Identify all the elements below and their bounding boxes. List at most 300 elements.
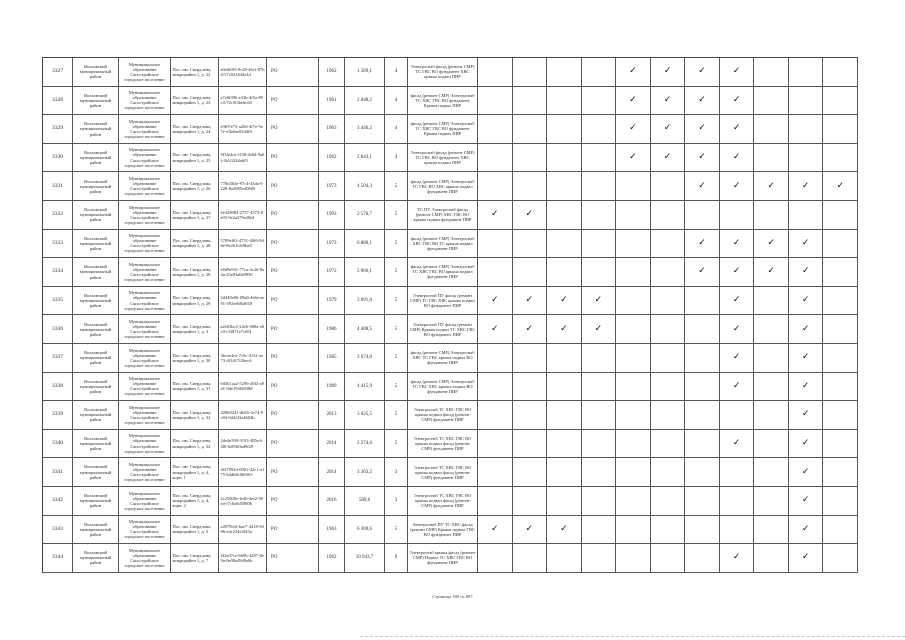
- work-check-cell: [823, 458, 858, 487]
- district-cell: [73, 115, 119, 144]
- work-check-cell: [616, 115, 651, 144]
- house-guid-cell: [219, 401, 267, 430]
- municipality-text: Муниципальное образование Сясьстройское городское поселение: [124, 461, 165, 483]
- work-check-cell: [823, 401, 858, 430]
- total-area-text: 2 570,7: [357, 212, 372, 218]
- check-mark-icon: ✓: [698, 237, 706, 248]
- total-area-text: 3 025,5: [357, 412, 372, 418]
- municipality-cell: [119, 401, 171, 430]
- municipality-cell: [119, 315, 171, 344]
- work-check-cell: [478, 487, 513, 516]
- work-check-cell: [547, 544, 582, 573]
- check-mark-icon: ✓: [663, 152, 672, 163]
- work-check-cell: [616, 373, 651, 402]
- house-guid-cell: [219, 172, 267, 201]
- build-year-cell: [319, 87, 345, 116]
- district-text: Волховский муниципальный район: [79, 378, 112, 394]
- table-row: [43, 144, 858, 173]
- work-check-cell: [547, 344, 582, 373]
- owner-type-text: РО: [271, 326, 278, 332]
- work-check-cell: [685, 373, 720, 402]
- floor-count-cell: [385, 58, 408, 87]
- address-text: Пос. им. Свердлова, микрорайон 1, д. 34: [172, 438, 212, 449]
- check-mark-icon: ✓: [732, 380, 741, 391]
- house-guid-cell: [219, 430, 267, 459]
- work-types-cell: [408, 172, 478, 201]
- house-guid-text: 3bcee4ca-7c0c-4131-ae73-4f1d17f2bec6: [220, 352, 264, 363]
- build-year-cell: [319, 258, 345, 287]
- work-check-cell: [754, 201, 789, 230]
- work-check-cell: [547, 458, 582, 487]
- check-mark-icon: ✓: [801, 409, 810, 420]
- work-check-cell: [823, 144, 858, 173]
- work-check-cell: [651, 315, 686, 344]
- owner-type-text: РО: [271, 526, 278, 532]
- floor-count-cell: [385, 87, 408, 116]
- work-check-cell: [789, 344, 824, 373]
- work-check-cell: [582, 201, 617, 230]
- work-check-cell: [754, 430, 789, 459]
- total-area-cell: [345, 516, 385, 545]
- work-check-cell: [754, 172, 789, 201]
- work-check-cell: [823, 201, 858, 230]
- total-area-cell: [345, 115, 385, 144]
- address-cell: [171, 287, 219, 316]
- build-year-text: 1993: [326, 212, 337, 218]
- check-mark-icon: ✓: [801, 552, 810, 563]
- work-check-cell: [823, 487, 858, 516]
- work-types-cell: [408, 201, 478, 230]
- work-check-cell: [685, 115, 720, 144]
- work-check-cell: [582, 401, 617, 430]
- house-guid-cell: [219, 144, 267, 173]
- check-mark-icon: ✓: [801, 380, 810, 391]
- total-area-cell: [345, 544, 385, 573]
- check-mark-icon: ✓: [698, 94, 706, 105]
- work-check-cell: [651, 344, 686, 373]
- work-check-cell: [720, 201, 755, 230]
- work-check-cell: [478, 287, 513, 316]
- check-mark-icon: ✓: [490, 523, 499, 534]
- check-mark-icon: ✓: [525, 209, 534, 220]
- house-guid-cell: [219, 544, 267, 573]
- house-guid-cell: [219, 458, 267, 487]
- total-area-cell: [345, 458, 385, 487]
- work-check-cell: [685, 516, 720, 545]
- work-check-cell: [789, 458, 824, 487]
- district-text: Волховский муниципальный район: [79, 292, 112, 309]
- work-check-cell: [616, 458, 651, 487]
- work-check-cell: [823, 516, 858, 545]
- work-check-cell: [547, 172, 582, 201]
- owner-type-text: РО: [271, 383, 278, 389]
- work-check-cell: [478, 230, 513, 259]
- total-area-text: 6 880,1: [357, 240, 372, 246]
- owner-type-text: РО: [271, 555, 278, 561]
- floor-count-text: 4: [394, 126, 398, 132]
- total-area-cell: [345, 287, 385, 316]
- owner-type-cell: [267, 458, 319, 487]
- work-check-cell: [513, 544, 548, 573]
- work-check-cell: [823, 315, 858, 344]
- municipality-text: Муниципальное образование Сясьстройское городское поселение: [124, 290, 165, 311]
- address-cell: [171, 373, 219, 402]
- work-check-cell: [582, 430, 617, 459]
- check-mark-icon: ✓: [732, 438, 741, 449]
- check-mark-icon: ✓: [629, 94, 637, 105]
- build-year-text: 1985: [326, 355, 337, 361]
- check-mark-icon: ✓: [560, 323, 568, 334]
- build-year-text: 2014: [326, 469, 337, 475]
- district-cell: [73, 430, 119, 459]
- house-guid-cell: [219, 58, 267, 87]
- build-year-cell: [319, 401, 345, 430]
- municipality-text: Муниципальное образование Сясьстройское городское поселение: [124, 433, 165, 454]
- work-types-cell: [408, 258, 478, 287]
- address-text: Пос. им. Свердлова, микрорайон 1, д. 32: [172, 409, 212, 420]
- work-check-cell: [478, 258, 513, 287]
- work-check-cell: [547, 230, 582, 259]
- house-guid-cell: [219, 230, 267, 259]
- district-cell: [73, 201, 119, 230]
- work-check-cell: [478, 373, 513, 402]
- work-check-cell: [547, 487, 582, 516]
- owner-type-text: РО: [271, 69, 278, 75]
- owner-type-cell: [267, 172, 319, 201]
- work-check-cell: [651, 287, 686, 316]
- work-check-cell: [616, 201, 651, 230]
- check-mark-icon: ✓: [732, 180, 741, 191]
- work-check-cell: [754, 115, 789, 144]
- build-year-text: 1962: [326, 155, 337, 161]
- build-year-cell: [319, 172, 345, 201]
- build-year-cell: [319, 287, 345, 316]
- total-area-cell: [345, 344, 385, 373]
- address-cell: [171, 487, 219, 516]
- check-mark-icon: ✓: [629, 123, 637, 134]
- work-check-cell: [789, 201, 824, 230]
- work-check-cell: [789, 487, 824, 516]
- work-types-text: Электроснаб ПУ ТС ХВС фасад (ремонт СМР) Крыша подвал ГВС ВО фундамент ПИР: [410, 521, 475, 537]
- check-mark-icon: ✓: [767, 180, 775, 191]
- work-check-cell: [685, 544, 720, 573]
- work-check-cell: [582, 544, 617, 573]
- work-check-cell: [478, 401, 513, 430]
- house-guid-text: 428b0241-db65-4c74-9c84-0d4f43a4604b: [220, 409, 263, 420]
- build-year-text: 2014: [326, 440, 337, 446]
- owner-type-text: РО: [271, 269, 278, 275]
- row-number-text: 3337: [51, 354, 64, 361]
- work-check-cell: [547, 315, 582, 344]
- owner-type-text: РО: [271, 412, 278, 418]
- check-mark-icon: ✓: [629, 152, 637, 163]
- district-cell: [73, 287, 119, 316]
- address-text: Пос. им. Свердлова, микрорайон 1, д. 24: [172, 123, 212, 134]
- municipality-cell: [119, 201, 171, 230]
- work-types-text: фасад (ремонт СМР) Электроснаб ХВС ГВС ВО ТС крыша подвал фундамент ПИР: [410, 235, 475, 251]
- total-area-cell: [345, 87, 385, 116]
- row-number-cell: [43, 430, 73, 459]
- row-number-cell: [43, 201, 73, 230]
- total-area-cell: [345, 373, 385, 402]
- floor-count-text: 4: [394, 155, 398, 161]
- total-area-text: 4 415,9: [357, 383, 372, 389]
- row-number-cell: [43, 230, 73, 259]
- work-check-cell: [513, 87, 548, 116]
- house-guid-cell: [219, 287, 267, 316]
- address-cell: [171, 315, 219, 344]
- work-check-cell: [513, 230, 548, 259]
- municipality-cell: [119, 230, 171, 259]
- work-check-cell: [547, 87, 582, 116]
- floor-count-text: 5: [394, 355, 398, 361]
- work-types-text: Электроснаб ПУ фасад (ремонт СМР) ТС ГВС ХВС крыша подвал ВО фундамент ПИР: [410, 293, 475, 309]
- work-check-cell: [651, 201, 686, 230]
- check-mark-icon: ✓: [698, 66, 706, 77]
- total-area-text: 10 943,7: [355, 555, 374, 561]
- work-check-cell: [547, 430, 582, 459]
- work-check-cell: [789, 58, 824, 87]
- floor-count-text: 5: [394, 212, 398, 218]
- table-row: [43, 458, 858, 487]
- work-check-cell: [720, 115, 755, 144]
- build-year-text: 1989: [326, 383, 337, 389]
- floor-count-text: 4: [394, 97, 398, 103]
- district-text: Волховский муниципальный район: [79, 550, 112, 566]
- work-check-cell: [582, 516, 617, 545]
- address-cell: [171, 430, 219, 459]
- work-types-text: ТС ПУ. Электроснаб фасад (ремонт СМР) ХВС ГВС ВО крыша подвал фундамент ПИР: [413, 207, 472, 223]
- total-area-text: 6 300,6: [357, 526, 372, 532]
- work-check-cell: [720, 287, 755, 316]
- table-row: [43, 287, 858, 316]
- floor-count-text: 5: [394, 298, 398, 303]
- work-check-cell: [616, 58, 651, 87]
- work-check-cell: [547, 401, 582, 430]
- work-check-cell: [789, 401, 824, 430]
- table-row: [43, 344, 858, 373]
- floor-count-text: 5: [394, 383, 398, 389]
- table-row: [43, 115, 858, 144]
- house-guid-text: a0e6f0f5-9c28-46cf-87bd-57c023444e4d: [220, 66, 265, 77]
- work-check-cell: [685, 144, 720, 173]
- floor-count-cell: [385, 258, 408, 287]
- municipality-cell: [119, 344, 171, 373]
- table-row: [43, 401, 858, 430]
- work-check-cell: [823, 115, 858, 144]
- work-check-cell: [754, 87, 789, 116]
- work-check-cell: [616, 430, 651, 459]
- work-check-cell: [720, 230, 755, 259]
- municipality-text: Муниципальное образование Сясьстройское городское поселение: [124, 204, 165, 225]
- house-guid-text: a7e6f396-e33b-4f5a-89c4-72c5f3bebcd4: [220, 95, 263, 106]
- address-text: Пос. им. Свердлова, микрорайон 1, д. 30: [172, 352, 212, 363]
- build-year-text: 1973: [326, 240, 337, 246]
- total-area-cell: [345, 58, 385, 87]
- district-text: Волховский муниципальный район: [79, 321, 112, 337]
- row-number-cell: [43, 258, 73, 287]
- work-check-cell: [720, 258, 755, 287]
- district-text: Волховский муниципальный район: [79, 235, 112, 251]
- work-check-cell: [651, 87, 686, 116]
- work-check-cell: [651, 230, 686, 259]
- owner-type-cell: [267, 487, 319, 516]
- build-year-cell: [319, 144, 345, 173]
- address-text: Пос. им. Свердлова, микрорайон 1, д. 4, корп. 1: [172, 464, 212, 480]
- owner-type-text: РО: [271, 183, 278, 189]
- check-mark-icon: ✓: [732, 552, 741, 563]
- work-check-cell: [478, 87, 513, 116]
- work-check-cell: [754, 230, 789, 259]
- row-number-cell: [43, 287, 73, 316]
- work-check-cell: [582, 230, 617, 259]
- address-text: Пос. им. Свердлова, микрорайон 1, д. 28: [172, 266, 212, 277]
- work-check-cell: [754, 58, 789, 87]
- build-year-text: 1973: [326, 183, 337, 189]
- work-types-text: фасад (ремонт СМР) Электроснаб ТС ХВС ГВС ВО фундамент Крыша подвал ПИР: [410, 92, 475, 108]
- municipality-text: Муниципальное образование Сясьстройское городское поселение: [124, 261, 165, 283]
- work-check-cell: [720, 315, 755, 344]
- work-check-cell: [616, 544, 651, 573]
- house-guid-text: 9f3fe4ca-1f38-4e6d-9a6f-4a1f2f2da6f5: [220, 152, 265, 163]
- work-check-cell: [789, 373, 824, 402]
- owner-type-text: РО: [271, 298, 278, 303]
- total-area-text: 3 446,2: [357, 126, 372, 132]
- work-types-cell: [408, 115, 478, 144]
- total-area-cell: [345, 258, 385, 287]
- owner-type-cell: [267, 230, 319, 259]
- house-guid-cell: [219, 487, 267, 516]
- work-check-cell: [547, 258, 582, 287]
- work-check-cell: [616, 172, 651, 201]
- total-area-text: 3 363,2: [357, 469, 372, 475]
- work-check-cell: [651, 144, 686, 173]
- build-year-text: 2013: [326, 412, 337, 418]
- owner-type-text: РО: [271, 469, 278, 475]
- district-cell: [73, 230, 119, 259]
- work-check-cell: [513, 487, 548, 516]
- owner-type-cell: [267, 315, 319, 344]
- work-check-cell: [582, 58, 617, 87]
- work-types-text: Электроснаб ТС ХВС ГВС ВО крыша подвал фасад (ремонт СМР) фундамент ПИР: [413, 493, 472, 509]
- owner-type-cell: [267, 401, 319, 430]
- table-row: [43, 258, 858, 287]
- address-text: Пос. им. Свердлова, микрорайон 1, д. 31: [172, 381, 212, 392]
- work-check-cell: [478, 58, 513, 87]
- check-mark-icon: ✓: [801, 466, 810, 477]
- work-check-cell: [823, 258, 858, 287]
- work-types-text: Электроснаб крыша фасад (ремонт СМР) Подвал ТС ХВС ГВС ВО фундамент ПИР: [409, 550, 476, 566]
- floor-count-cell: [385, 401, 408, 430]
- house-guid-cell: [219, 516, 267, 545]
- row-number-text: 3330: [51, 154, 64, 161]
- floor-count-text: 3: [394, 498, 398, 504]
- build-year-text: 1961: [326, 97, 337, 103]
- address-cell: [171, 172, 219, 201]
- row-number-cell: [43, 87, 73, 116]
- work-types-text: Электроснаб ТС ХВС ГВС ВО крыша подвал фасад (ремонт СМР) фундамент ПИР: [413, 436, 472, 452]
- build-year-cell: [319, 487, 345, 516]
- district-text: Волховский муниципальный район: [79, 207, 112, 223]
- address-cell: [171, 230, 219, 259]
- house-guid-cell: [219, 373, 267, 402]
- work-check-cell: [513, 401, 548, 430]
- work-check-cell: [547, 516, 582, 545]
- check-mark-icon: ✓: [490, 209, 499, 220]
- work-types-cell: [408, 516, 478, 545]
- floor-count-cell: [385, 230, 408, 259]
- municipality-cell: [119, 144, 171, 173]
- total-area-cell: [345, 172, 385, 201]
- table-row: [43, 373, 858, 402]
- total-area-text: 3 674,0: [357, 355, 372, 361]
- district-text: Волховский муниципальный район: [79, 121, 112, 137]
- work-check-cell: [547, 287, 582, 316]
- work-check-cell: [789, 144, 824, 173]
- house-guid-text: 2de4e599-3193-405e-b40f-6d93f0ad9f29: [220, 438, 263, 449]
- table-row: [43, 487, 858, 516]
- municipality-cell: [119, 58, 171, 87]
- district-text: Волховский муниципальный район: [79, 464, 112, 480]
- work-check-cell: [582, 115, 617, 144]
- district-text: Волховский муниципальный район: [79, 64, 112, 80]
- work-check-cell: [823, 544, 858, 573]
- row-number-text: 3344: [51, 554, 64, 561]
- check-mark-icon: ✓: [801, 266, 810, 277]
- check-mark-icon: ✓: [525, 323, 534, 334]
- work-check-cell: [651, 544, 686, 573]
- municipality-cell: [119, 487, 171, 516]
- work-check-cell: [651, 115, 686, 144]
- check-mark-icon: ✓: [490, 295, 499, 306]
- work-check-cell: [789, 115, 824, 144]
- build-year-cell: [319, 544, 345, 573]
- row-number-text: 3343: [51, 525, 64, 532]
- floor-count-cell: [385, 315, 408, 344]
- municipality-text: Муниципальное образование Сясьстройское городское поселение: [124, 90, 165, 111]
- row-number-cell: [43, 315, 73, 344]
- district-cell: [73, 458, 119, 487]
- municipality-text: Муниципальное образование Сясьстройское городское поселение: [124, 147, 165, 168]
- table-row: [43, 430, 858, 459]
- work-types-cell: [408, 315, 478, 344]
- work-check-cell: [789, 258, 824, 287]
- work-check-cell: [754, 487, 789, 516]
- work-check-cell: [720, 344, 755, 373]
- address-text: Пос. им. Свердлова, микрорайон 1, д. 5: [172, 524, 212, 535]
- municipality-cell: [119, 373, 171, 402]
- work-check-cell: [478, 544, 513, 573]
- municipality-cell: [119, 87, 171, 116]
- address-cell: [171, 516, 219, 545]
- work-check-cell: [582, 344, 617, 373]
- work-check-cell: [789, 172, 824, 201]
- work-check-cell: [720, 87, 755, 116]
- floor-count-cell: [385, 458, 408, 487]
- table-row: [43, 516, 858, 545]
- check-mark-icon: ✓: [732, 237, 741, 248]
- work-check-cell: [547, 115, 582, 144]
- municipality-text: Муниципальное образование Сясьстройское городское поселение: [124, 233, 165, 254]
- row-number-text: 3340: [51, 439, 64, 446]
- work-check-cell: [513, 258, 548, 287]
- work-check-cell: [582, 373, 617, 402]
- check-mark-icon: ✓: [732, 352, 741, 363]
- district-cell: [73, 258, 119, 287]
- work-check-cell: [651, 58, 686, 87]
- floor-count-cell: [385, 544, 408, 573]
- municipality-text: Муниципальное образование Сясьстройское городское поселение: [124, 318, 165, 340]
